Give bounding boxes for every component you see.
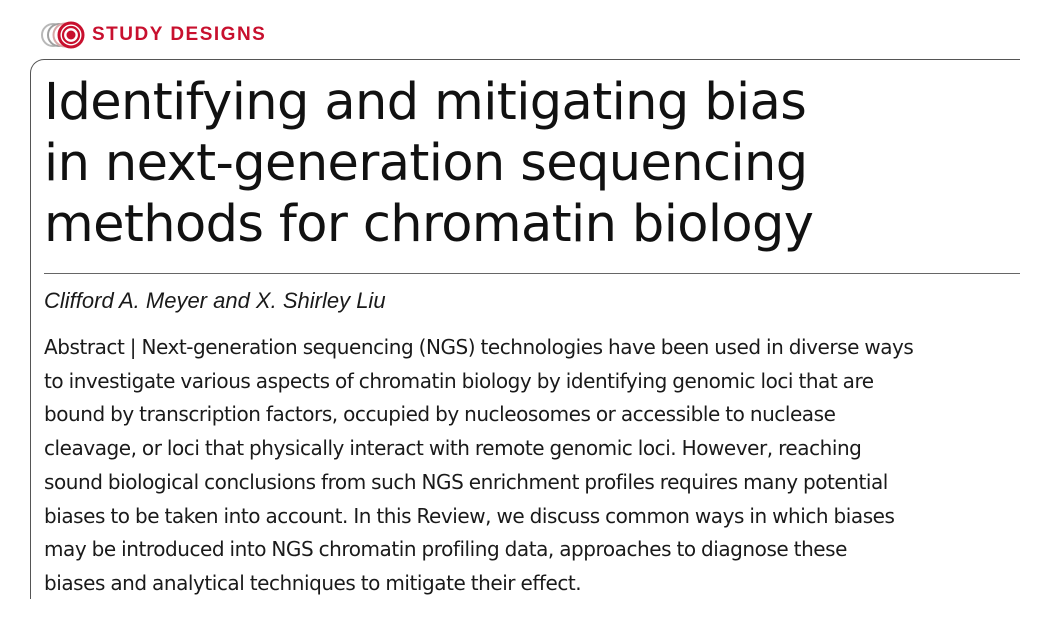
- abstract-line: biases and analytical techniques to mitigate their effect.: [44, 570, 582, 595]
- title-line: Identifying and mitigating bias: [44, 73, 807, 132]
- author-list: Clifford A. Meyer and X. Shirley Liu: [44, 288, 386, 313]
- abstract-line: sound biological conclusions from such NGS enrichment profiles requires many potential: [44, 469, 888, 494]
- abstract-line: biases to be taken into account. In this Review, we discuss common ways in which biases: [44, 503, 895, 528]
- article-title: [44, 72, 984, 255]
- abstract-line: cleavage, or loci that physically interact with remote genomic loci. However, reaching: [44, 436, 862, 461]
- section-label: STUDY DESIGNS: [92, 24, 267, 45]
- abstract-line: bound by transcription factors, occupied by nucleosomes or accessible to nuclease: [44, 402, 836, 427]
- title-line: in next-generation sequencing: [44, 134, 808, 193]
- abstract: [44, 331, 1029, 601]
- section-tag: [40, 18, 266, 52]
- abstract-line: may be introduced into NGS chromatin profiling data, approaches to diagnose these: [44, 537, 847, 562]
- abstract-line: to investigate various aspects of chromatin biology by identifying genomic loci that are: [44, 368, 874, 393]
- title-line: methods for chromatin biology: [44, 195, 814, 254]
- title-divider: [44, 273, 1020, 274]
- concentric-circles-logo-icon: [40, 18, 88, 52]
- abstract-line: Abstract | Next-generation sequencing (NGS) technologies have been used in diverse ways: [44, 335, 914, 359]
